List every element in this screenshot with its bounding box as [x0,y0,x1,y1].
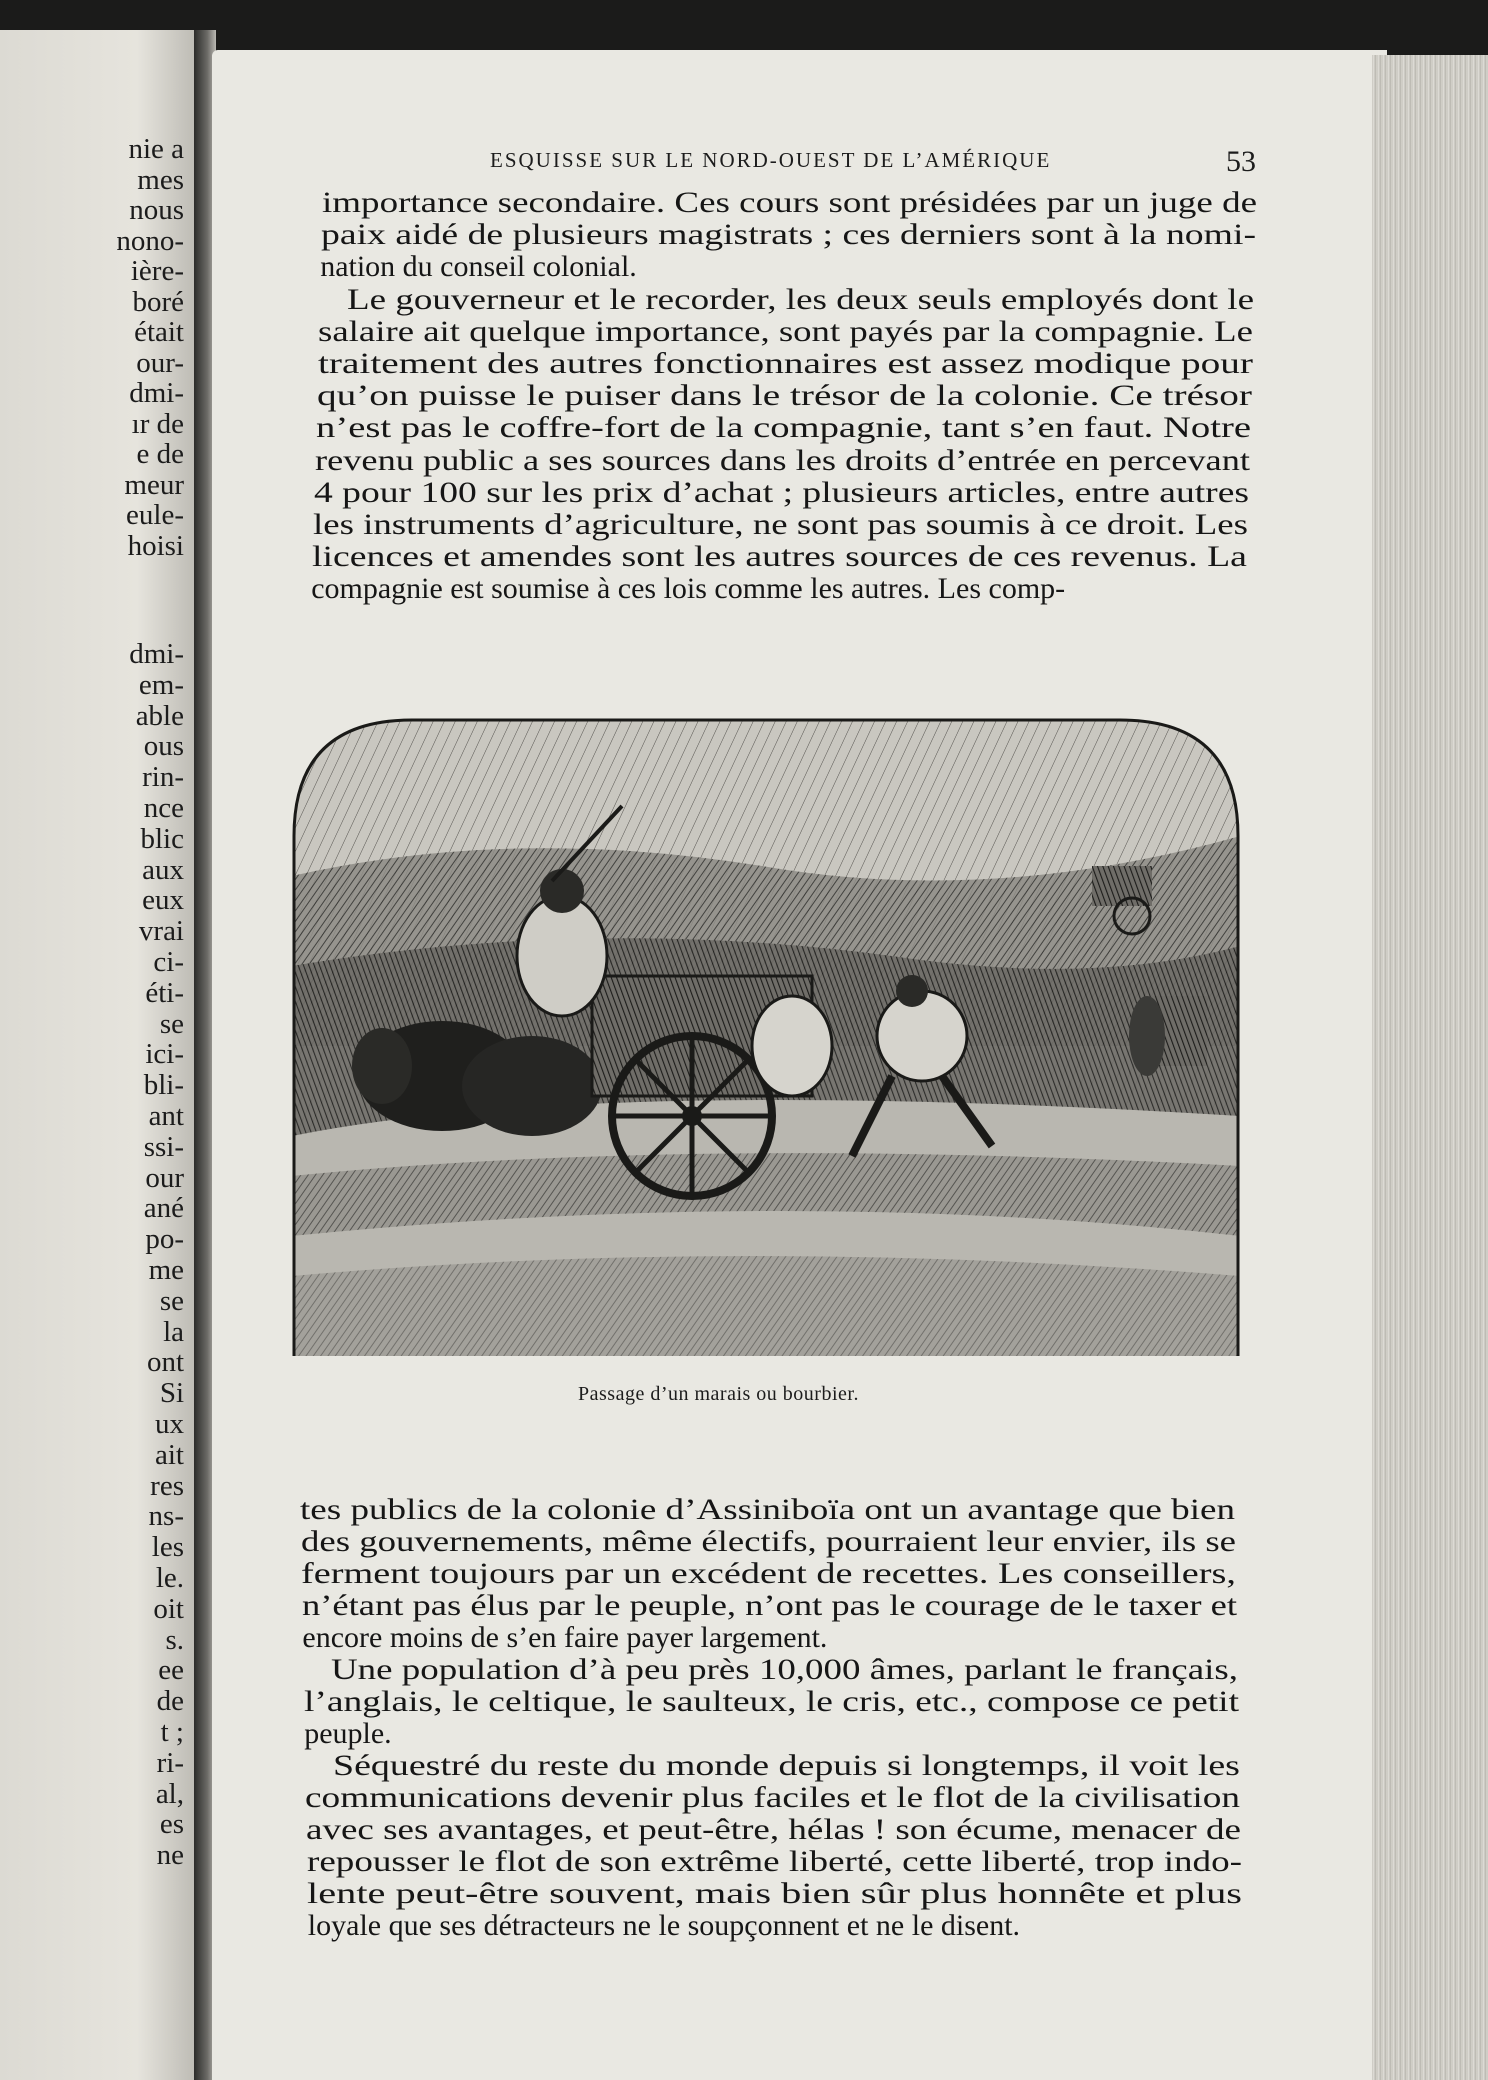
facing-page-text-fragment: nono- [116,224,184,257]
facing-page-text-fragment: dmi- [129,638,184,670]
facing-page-text-fragment: se [159,1007,184,1040]
text-line: avec ses avantages, et peut-être, hélas ! son écume, menacer de [306,1813,1241,1846]
facing-page-text-fragment: éti- [145,976,184,1009]
facing-page-text-fragment: em- [138,668,184,701]
text-line: des gouvernements, même électifs, pourraient leur envier, ils se [300,1525,1236,1558]
facing-page-text-fragment: nie a [128,133,184,165]
facing-page-text-fragment: eux [142,884,184,917]
text-line: nation du conseil colonial. [320,250,637,284]
facing-page-text-fragment: our [145,1161,184,1194]
text-line: Une population d’à peu près 10,000 âmes, parlant le français, [331,1653,1238,1686]
facing-page-text-fragment: eule- [126,499,184,531]
facing-page-text-fragment: oit [153,1592,184,1625]
figure-caption: Passage d’un marais ou bourbier. [578,1383,859,1405]
facing-page-text-fragment: les [151,1531,184,1564]
engraving-illustration [292,716,1240,1356]
text-line: peuple. [304,1717,392,1750]
text-line: l’anglais, le celtique, le saulteux, le cris, etc., compose ce petit [303,1685,1239,1718]
text-line: 4 pour 100 sur les prix d’achat ; plusieurs articles, entre autres [313,475,1249,509]
text-line: traitement des autres fonctionnaires est assez modique pour [317,347,1253,380]
facing-page-text-fragment: t ; [160,1716,184,1748]
text-line: salaire ait quelque importance, sont payés par la compagnie. Le [318,314,1254,348]
facing-page-text-fragment: ont [146,1346,184,1379]
text-line: encore moins de s’en faire payer largement. [302,1621,828,1654]
text-line: revenu public a ses sources dans les droits d’entrée en percevant [314,443,1250,477]
text-line: compagnie est soumise à ces lois comme les autres. Les comp- [311,572,1066,606]
facing-page-text-fragment: dmi- [129,377,184,409]
page-number: 53 [1226,145,1256,178]
facing-page-text-fragment: nous [129,194,184,226]
facing-page-text-fragment: rin- [142,761,184,794]
facing-page-text-fragment: al, [155,1777,184,1810]
text-line: communications devenir plus faciles et le flot de la civilisation [305,1781,1241,1814]
facing-page-text-fragment: es [159,1808,184,1841]
facing-page-text-fragment: ri- [156,1746,184,1779]
facing-page-text-fragment: boré [132,285,184,318]
facing-page-text-fragment: able [135,699,184,732]
facing-page-text-fragment: était [134,316,184,348]
text-line: paix aidé de plusieurs magistrats ; ces derniers sont à la nomi- [321,218,1257,252]
facing-page-text-fragment: me [148,1254,184,1286]
text-line: n’est pas le coffre-fort de la compagnie, tant s’en faut. Notre [315,411,1251,445]
facing-page-text-fragment: ané [143,1192,184,1225]
facing-page-text-fragment: la [163,1315,184,1348]
text-line: Séquestré du reste du monde depuis si longtemps, il voit les [332,1749,1240,1782]
facing-page-text-fragment: nce [143,792,184,824]
facing-page-text-fragment: ssi- [143,1130,184,1163]
facing-page-text-fragment: s. [165,1623,184,1656]
text-line: ferment toujours par un excédent de recettes. Les conseillers, [301,1557,1237,1590]
text-line: licences et amendes sont les autres sources de ces revenus. La [312,540,1248,574]
facing-page-text-fragment: ux [155,1408,184,1440]
facing-page-text-fragment: po- [145,1223,184,1256]
running-head: ESQUISSE SUR LE NORD-OUEST DE L’AMÉRIQUE [490,148,1052,172]
facing-page-text-fragment: meur [124,468,184,501]
facing-page-text-fragment: ns- [148,1500,184,1533]
facing-page-text-fragment: vrai [138,915,184,948]
facing-page-text-fragment: bli- [143,1069,184,1102]
page-edges [1372,55,1488,2080]
text-line: importance secondaire. Ces cours sont présidées par un juge de [322,186,1258,219]
facing-page-text-fragment: se [159,1284,184,1317]
facing-page-text-fragment: blic [140,822,184,855]
text-line: repousser le flot de son extrême liberté, cette liberté, trop indo- [306,1845,1242,1878]
facing-page-text-fragment: ait [155,1438,184,1471]
facing-page-text-fragment: de [156,1685,184,1718]
facing-page-text-fragment: ant [148,1100,184,1132]
facing-page-text-fragment: ee [158,1654,184,1687]
facing-page-text-fragment: ci- [153,946,184,978]
facing-page-text-fragment: res [150,1469,184,1502]
facing-page-text-fragment: Si [159,1377,184,1410]
facing-page-text-fragment: aux [142,853,184,886]
facing-page-text-fragment: hoisi [127,529,184,562]
text-line: tes publics de la colonie d’Assiniboïa ont un avantage que bien [300,1493,1236,1526]
text-line: n’étant pas élus par le peuple, n’ont pas le courage de le taxer et [301,1589,1237,1622]
text-line: Le gouverneur et le recorder, les deux seuls employés dont le [347,282,1255,316]
facing-page-text-fragment: ne [156,1839,184,1872]
facing-page [0,30,196,2080]
facing-page-text-fragment: ici- [145,1038,184,1071]
facing-page-text-fragment: ous [143,730,184,763]
text-line: les instruments d’agriculture, ne sont pas soumis à ce droit. Les [313,508,1248,541]
facing-page-text-fragment: our- [136,346,184,379]
facing-page-text-fragment: ır de [131,407,184,440]
text-line: loyale que ses détracteurs ne le soupçonnent et ne le disent. [307,1909,1021,1942]
facing-page-text-fragment: le. [155,1562,184,1594]
facing-page-text-fragment: mes [137,163,184,196]
text-line: qu’on puisse le puiser dans le trésor de la colonie. Ce trésor [316,379,1252,413]
facing-page-text-fragment: e de [136,438,184,470]
text-line: lente peut-être souvent, mais bien sûr plus honnête et plus [307,1877,1243,1910]
facing-page-text-fragment: ière- [130,255,184,287]
